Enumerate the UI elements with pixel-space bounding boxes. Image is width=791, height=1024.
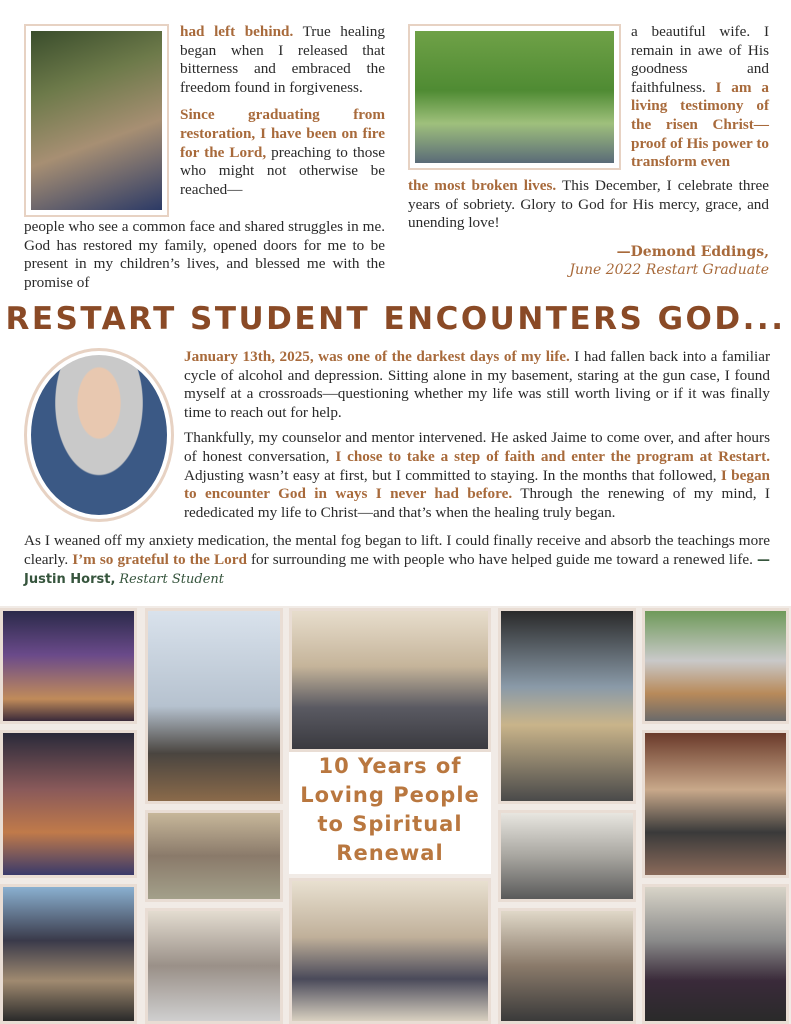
photo-graduate <box>642 884 789 1024</box>
text-highlight: the most broken lives. <box>408 177 557 194</box>
text-highlight: Since graduating from restoration, I have been on fire for the Lord, <box>180 106 385 161</box>
signature-subtitle: Restart Student <box>119 572 225 588</box>
photo-fellowship-table <box>145 810 283 902</box>
text: people who see a common face and shared struggles in me. God has restored my family, opened doors for me to be present in my children’s lives, and blessed me with the promise of <box>24 218 385 291</box>
story-paragraph-1 <box>184 348 770 422</box>
text: Adjusting wasn’t easy at first, but I committed to staying. In the months that followed, <box>184 466 721 484</box>
text-highlight: had left behind. <box>180 23 294 40</box>
photo-meeting <box>145 908 283 1024</box>
photo-classroom <box>289 608 491 752</box>
signature-name: —Demond Eddings, <box>616 243 769 260</box>
anniversary-line: Renewal <box>336 841 444 865</box>
text-highlight: I’m so grateful to the Lord <box>72 550 247 568</box>
photo-outreach <box>642 608 789 724</box>
testimony-col2-bottom <box>408 177 769 280</box>
text: I had fallen back into a familiar cycle of alcohol and depression. Sitting alone in my basement, staring at the gun case, I found myself at a crossroads—questioning whether my life was still worth living or if it was finally time to reach out for help. <box>184 348 770 421</box>
text: a beautiful wife. I remain in awe of His goodness and faithfulness. <box>631 23 769 96</box>
anniversary-title <box>289 752 491 874</box>
text: preaching to those who might not otherwise be reached— <box>180 143 385 198</box>
text: This December, I celebrate three years of sobriety. Glory to God for His mercy, grace, and unending love! <box>408 177 769 232</box>
text: for surrounding me with people who have helped guide me toward a renewed life. <box>246 550 757 568</box>
portrait-photo <box>24 348 174 522</box>
anniversary-line: Loving People <box>300 783 480 807</box>
text-highlight: I began to encounter God in ways I never had before. <box>184 466 770 503</box>
text-highlight: January 13th, 2025, was one of the darkest days of my life. <box>184 348 570 365</box>
signature-subtitle: June 2022 Restart Graduate <box>569 262 769 279</box>
photo-group <box>0 884 137 1024</box>
section-headline: RESTART STUDENT ENCOUNTERS GOD... <box>5 301 786 337</box>
photo-lecture <box>498 908 636 1024</box>
text-highlight: I chose to take a step of faith and enter the program at Restart. <box>335 447 770 465</box>
photo-couple <box>408 24 621 170</box>
anniversary-line: to Spiritual <box>317 812 463 836</box>
testimony-col1-bottom <box>24 218 385 292</box>
signature <box>408 243 769 280</box>
photo-preacher <box>145 608 283 804</box>
photo-worship-stage <box>0 608 137 724</box>
photo-office <box>498 810 636 902</box>
story-paragraph-3 <box>24 532 770 590</box>
photo-singer <box>0 730 137 878</box>
signature-name: —Justin Horst, <box>24 552 770 588</box>
text: Thankfully, my counselor and mentor intervened. He asked Jaime to come over, and after hours of honest conversation, <box>184 429 770 465</box>
story-paragraph-2 <box>184 429 770 522</box>
photo-baptism <box>642 730 789 878</box>
testimony-col1-top <box>180 23 385 199</box>
text: Through the renewing of my mind, I rededicated my life to Christ—and that’s when the healing truly began. <box>184 485 770 521</box>
text: True healing began when I released that bitterness and embraced the freedom found in forgiveness. <box>180 23 385 96</box>
testimony-col2-top <box>631 23 769 172</box>
photo-family <box>24 24 169 217</box>
photo-certificate <box>498 608 636 804</box>
text-highlight: I am a living testimony of the risen Christ—proof of His power to transform even <box>631 78 769 171</box>
story-body <box>184 348 770 529</box>
photo-study-group <box>289 878 491 1024</box>
text: As I weaned off my anxiety medication, the mental fog began to lift. I could finally receive and absorb the teachings more clearly. <box>24 532 770 568</box>
anniversary-line: 10 Years of <box>318 754 462 778</box>
